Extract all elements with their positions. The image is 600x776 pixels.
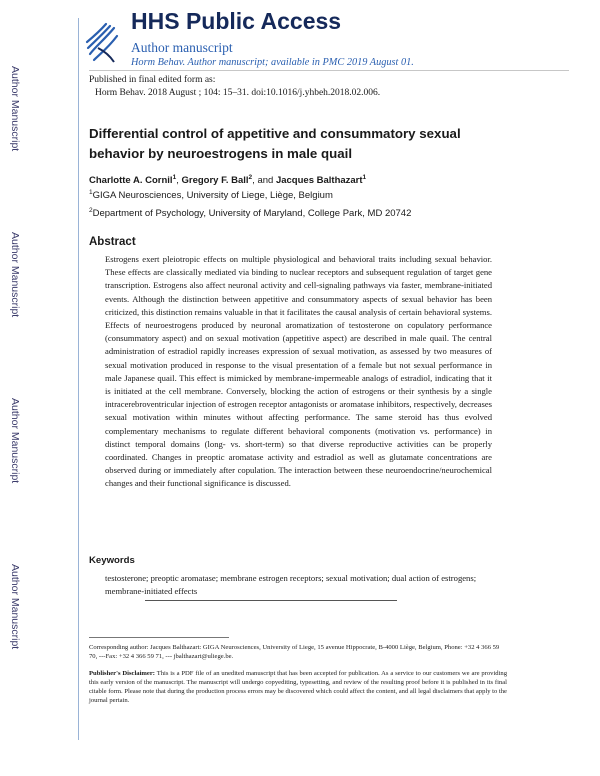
- abstract-text: Estrogens exert pleiotropic effects on multiple physiological and behavioral traits including sexual behavior. These effects are classically mediated via binding to nuclear receptors and subsequent regulation of target gene transcription. Estrogens also affect neuronal activity and cell-signaling pathways via faster, membrane-initiated events. Although the distinction between appetitive and consummatory aspects of sexual behavior has been criticized, this distinction remains valuable in that it facilitates the causal analysis of certain behavioral systems. Effects of neuroestrogens produced by neuronal aromatization of testosterone on copulatory performance (consummatory aspect) and on sexual motivation (appetitive aspect) are described in male quail. The central administration of estradiol rapidly increases expression of sexual motivation, as assessed by two measures of sexual motivation produced in response to the visual presentation of a female but not sexual performance in male Japanese quail. This effect is mimicked by membrane-impermeable analogs of estradiol, indicating that it is initiated at the cell membrane. Conversely, blocking the action of estrogens or their synthesis by a single intracerebroventricular injection of estrogen receptor antagonists or aromatase inhibitors, respectively, decreases sexual motivation within minutes without affecting performance. The same steroid has thus evolved complementary mechanisms to regulate different behavioral components (motivation vs. performance) in distinct temporal domains (long- vs. short-term) so that diverse reproductive activities can be properly coordinated. Changes in preoptic aromatase activity and estradiol as well as glutamate concentrations are observed during or immediately after copulation. The interaction between these neuroendocrine/neurochemical changes and their functional significance is discussed.: [105, 254, 492, 489]
- header-citation: Horm Behav. Author manuscript; available in PMC 2019 August 01.: [131, 57, 414, 68]
- article-title: Differential control of appetitive and consummatory sexual behavior by neuroestrogens in male quail: [89, 126, 461, 161]
- author-name: Gregory F. Ball: [181, 175, 249, 186]
- keywords-rule: [145, 600, 397, 601]
- footnote-rule: [89, 637, 229, 638]
- author-separator: , and: [252, 175, 276, 186]
- author-affil-sup: 2: [248, 173, 253, 181]
- sidebar-author-manuscript: Author Manuscript: [9, 564, 21, 650]
- published-label: Published in final edited form as:: [89, 75, 216, 85]
- corresponding-author-note: Corresponding author: Jacques Balthazart: GIGA Neurosciences, University of Liege, 15 avenue Hippocrate, B-4000 Liège, Belgium, Phone: +32 4 366 59 70, ---Fax: +32 4 366 59 71, --- jbalthazart@uliege.be.: [89, 644, 500, 660]
- keywords-text: testosterone; preoptic aromatase; membrane estrogen receptors; sexual motivation; dual action of estrogens; membrane-initiated effects: [105, 573, 477, 596]
- header-subtitle: Author manuscript: [131, 40, 233, 55]
- keywords-heading: Keywords: [89, 555, 135, 566]
- author-affil-sup: 1: [172, 173, 177, 181]
- affiliation-num: 1: [89, 188, 93, 196]
- header-title: HHS Public Access: [131, 8, 342, 34]
- publisher-disclaimer: [89, 670, 507, 706]
- disclaimer-text: This is a PDF file of an unedited manuscript that has been accepted for publication. As a service to our customers we are providing this early version of the manuscript. The manuscript will undergo copyediting, typesetting, and review of the resulting proof before it is published in its final citable form. Please note that during the production process errors may be discovered which could affect the content, and all legal disclaimers that apply to the journal pertain.: [89, 670, 508, 704]
- sidebar-author-manuscript: Author Manuscript: [9, 66, 21, 152]
- affiliation-1: [89, 190, 333, 201]
- affiliation-text: GIGA Neurosciences, University of Liege, Liège, Belgium: [92, 190, 333, 201]
- affiliation-2: [89, 208, 411, 219]
- affiliation-text: Department of Psychology, University of Maryland, College Park, MD 20742: [92, 208, 412, 219]
- disclaimer-label: Publisher's Disclaimer:: [89, 670, 155, 677]
- author-name: Charlotte A. Cornil: [89, 175, 173, 186]
- margin-rule: [78, 18, 79, 740]
- author-list: [89, 175, 366, 186]
- author-separator: ,: [176, 175, 182, 186]
- abstract-heading: Abstract: [89, 236, 136, 248]
- sidebar-author-manuscript: Author Manuscript: [9, 232, 21, 318]
- published-citation: Horm Behav. 2018 August ; 104: 15–31. doi:10.1016/j.yhbeh.2018.02.006.: [95, 88, 381, 98]
- author-name: Jacques Balthazart: [275, 175, 363, 186]
- affiliation-num: 2: [89, 206, 93, 214]
- author-affil-sup: 1: [362, 173, 367, 181]
- header-divider: [89, 70, 569, 71]
- sidebar-author-manuscript: Author Manuscript: [9, 398, 21, 484]
- hhs-eagle-logo-icon: [84, 18, 120, 66]
